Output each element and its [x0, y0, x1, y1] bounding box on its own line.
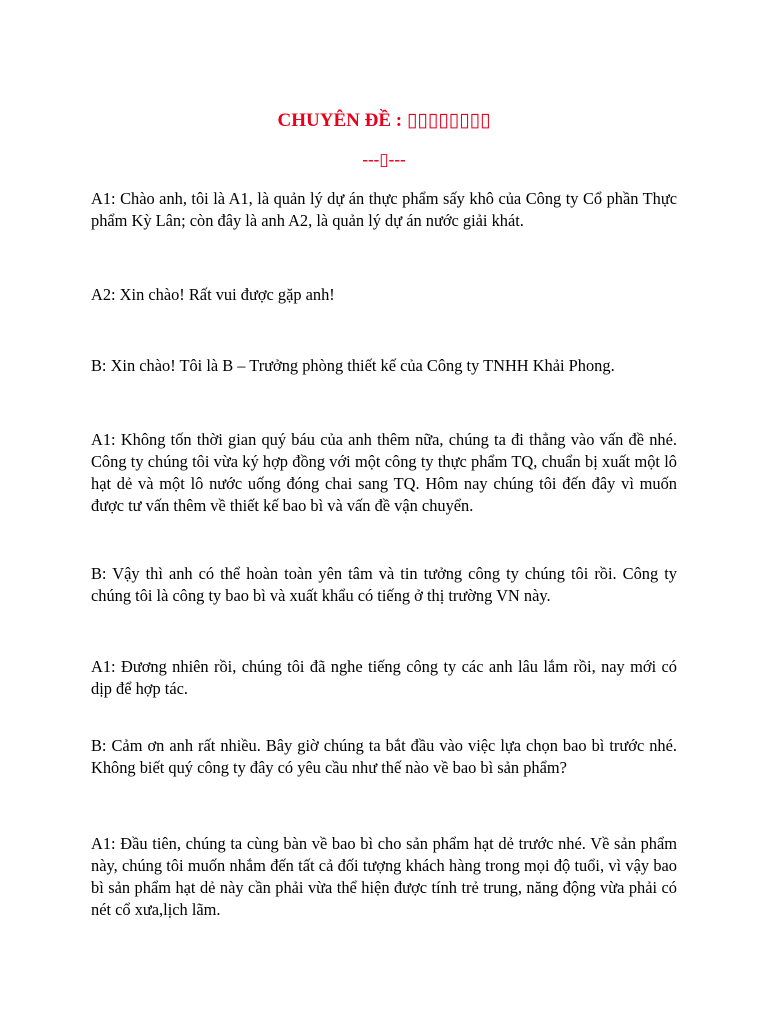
dialogue-paragraph-4: A1: Không tốn thời gian quý báu của anh thêm nữa, chúng ta đi thẳng vào vấn đề nhé. Công ty chúng tôi vừa ký hợp đồng với một công ty thực phẩm TQ, chuẩn bị xuất một lô hạt dẻ và một lô nước uống đóng chai sang TQ. Hôm nay chúng tôi đến đây vì muốn được tư vấn thêm về thiết kế bao bì và vấn đề vận chuyển. — [91, 430, 677, 515]
dialogue-paragraph-2: A2: Xin chào! Rất vui được gặp anh! — [91, 285, 335, 304]
document-title: CHUYÊN ĐỀ : ▯▯▯▯▯▯▯▯ — [277, 110, 491, 131]
dialogue-paragraph-3: B: Xin chào! Tôi là B – Trưởng phòng thiết kế của Công ty TNHH Khải Phong. — [91, 356, 615, 375]
dialogue-paragraph-5: B: Vậy thì anh có thể hoàn toàn yên tâm và tin tưởng công ty chúng tôi rồi. Công ty chúng tôi là công ty bao bì và xuất khẩu có tiếng ở thị trường VN này. — [91, 564, 677, 605]
dialogue-paragraph-7: B: Cảm ơn anh rất nhiều. Bây giờ chúng ta bắt đầu vào việc lựa chọn bao bì trước nhé. Không biết quý công ty đây có yêu cầu như thế nào về bao bì sản phẩm? — [91, 736, 677, 777]
document-subtitle: ---▯--- — [362, 150, 406, 169]
dialogue-paragraph-6: A1: Đương nhiên rồi, chúng tôi đã nghe tiếng công ty các anh lâu lắm rồi, nay mới có dịp để hợp tác. — [91, 657, 677, 698]
dialogue-paragraph-8: A1: Đầu tiên, chúng ta cùng bàn về bao bì cho sản phẩm hạt dẻ trước nhé. Về sản phẩm này, chúng tôi muốn nhắm đến tất cả đối tượng khách hàng trong mọi độ tuổi, vì vậy bao bì sản phẩm hạt dẻ này cần phải vừa thể hiện được tính trẻ trung, năng động vừa phải có nét cổ xưa,lịch lãm. — [91, 834, 677, 919]
dialogue-paragraph-1: A1: Chào anh, tôi là A1, là quản lý dự án thực phẩm sấy khô của Công ty Cổ phần Thực phẩm Kỳ Lân; còn đây là anh A2, là quản lý dự án nước giải khát. — [91, 189, 677, 230]
